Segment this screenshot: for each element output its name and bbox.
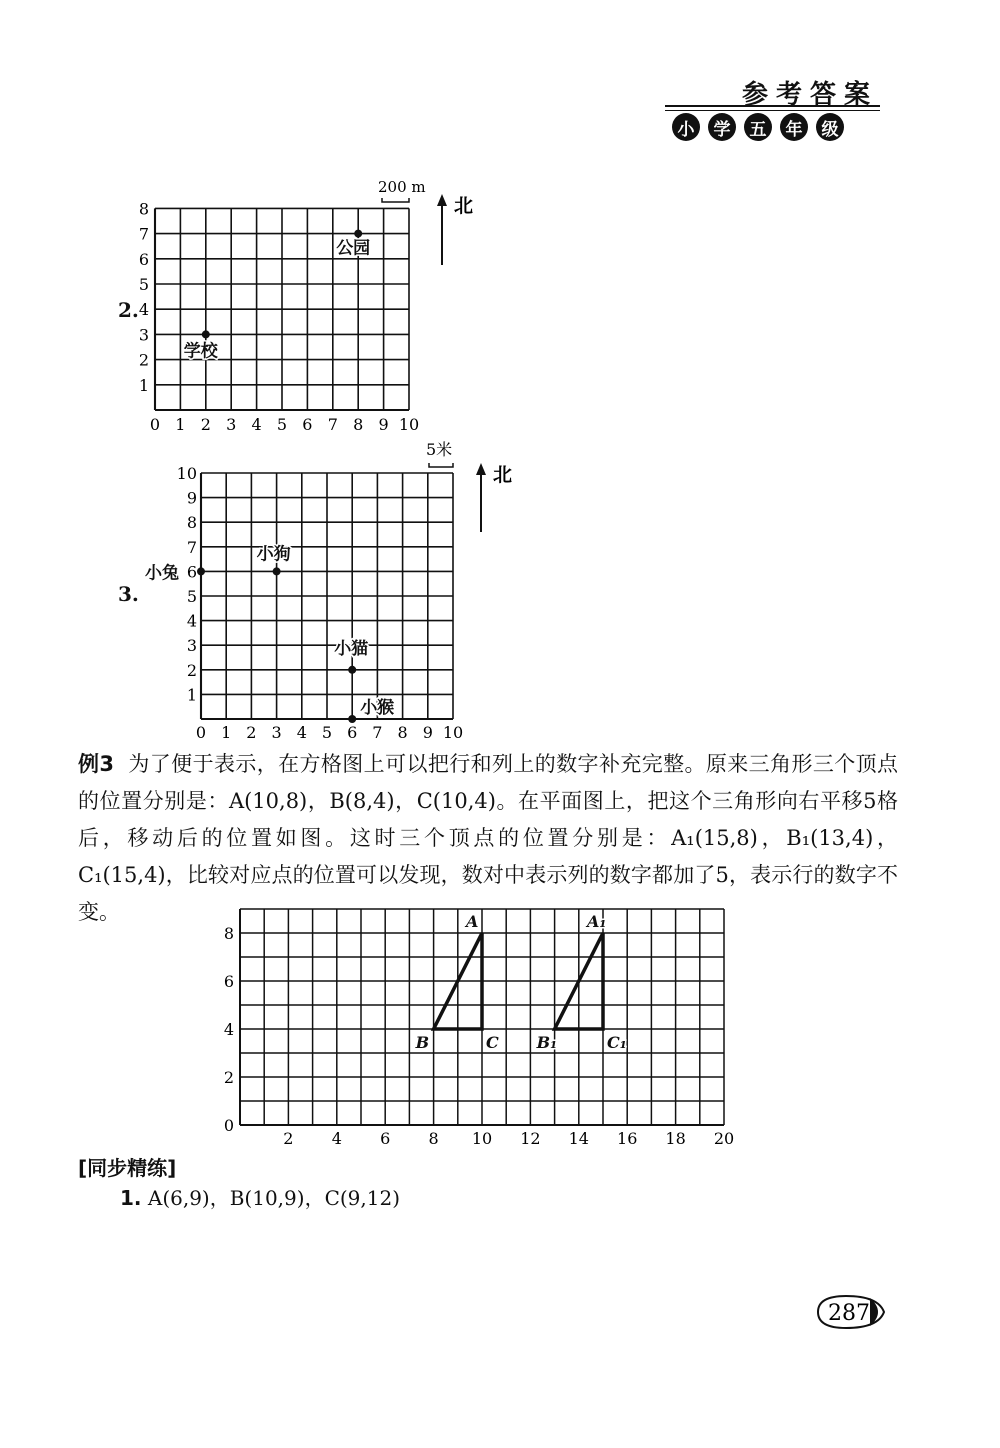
q2-x-tick-label: 8	[353, 415, 364, 434]
triangle-translated-label-b: B₁	[536, 1033, 558, 1052]
q3-point-label: 小兔	[145, 563, 179, 584]
ex-x-tick-label: 8	[428, 1129, 439, 1148]
q3-point-label: 小猫	[334, 638, 369, 659]
q2-grid	[139, 199, 419, 434]
q2-grid-figure	[130, 170, 490, 440]
ex-x-tick-label: 18	[665, 1129, 686, 1148]
q2-x-tick-label: 0	[149, 415, 161, 434]
practice-item-text: A(6,9)，B(10,9)，C(9,12)	[147, 1186, 401, 1210]
triangle-translated-label-a: A₁	[587, 912, 607, 931]
triangle-translated-label-c: C₁	[607, 1033, 627, 1052]
q2-x-tick-label: 2	[200, 415, 211, 434]
example-label: 例3	[78, 752, 115, 776]
q3-point-marker	[348, 666, 356, 674]
header-rule-thin	[665, 110, 880, 111]
q3-point-marker	[348, 715, 356, 723]
q2-scale-label: 200 m	[378, 178, 426, 196]
ex-y-tick-label: 2	[223, 1068, 234, 1087]
q2-x-tick-label: 10	[398, 415, 420, 434]
q3-point-marker	[197, 567, 205, 575]
q2-point-marker	[354, 230, 362, 238]
q3-y-tick-label: 3	[186, 636, 197, 656]
ex-x-tick-label: 16	[617, 1129, 638, 1148]
q3-x-tick-label: 2	[246, 723, 257, 742]
q2-x-tick-label: 9	[378, 415, 389, 434]
q3-scale-bracket	[429, 463, 453, 467]
q3-y-tick-label: 7	[186, 537, 197, 557]
practice-item-number: 1.	[120, 1186, 142, 1210]
grade-badge: 小	[672, 113, 700, 141]
example-grid-figure	[215, 900, 755, 1150]
q3-y-tick-label: 4	[186, 611, 197, 631]
q2-y-tick-label: 4	[138, 300, 149, 320]
header-title: 参考答案	[741, 80, 878, 110]
q2-north-arrowhead	[437, 194, 447, 206]
grade-badge: 五	[744, 113, 772, 141]
example-text: 为了便于表示，在方格图上可以把行和列上的数字补充完整。原来三角形三个顶点的位置分别是：A(10,8)，B(8,4)，C(10,4)。在平面图上，把这个三角形向右平移5格后，移动后的位置如图。这时三个顶点的位置分别是：A₁(15,8)，B₁(13,4)，C₁(15,4)，比较对应点的位置可以发现，数对中表示列的数字都加了5，表示行的数字不变。	[78, 752, 898, 924]
q2-x-tick-label: 7	[327, 415, 338, 434]
grade-badge: 年	[780, 113, 808, 141]
q2-x-tick-label: 3	[226, 415, 237, 434]
q3-x-tick-label: 3	[271, 723, 282, 742]
q3-y-tick-label: 2	[186, 660, 197, 680]
practice-answer-1	[120, 1182, 400, 1211]
ex-x-tick-label: 4	[331, 1129, 342, 1148]
ex-x-tick-label: 14	[568, 1129, 589, 1148]
q2-y-tick-label: 7	[138, 224, 149, 244]
q3-y-tick-label: 6	[186, 562, 197, 582]
question-2-number: 2.	[118, 298, 139, 322]
q3-point-marker	[273, 567, 281, 575]
q2-y-tick-label: 2	[138, 350, 149, 370]
ex-x-tick-label: 2	[283, 1129, 294, 1148]
q3-x-tick-label: 10	[442, 723, 464, 742]
example-grid	[224, 909, 734, 1148]
ex-y-tick-label: 6	[223, 972, 234, 991]
page-number-badge	[808, 1290, 888, 1334]
q2-y-tick-label: 5	[138, 275, 149, 294]
q3-x-tick-label: 6	[347, 723, 358, 742]
triangle-original-label-a: A	[466, 912, 479, 931]
q3-point-label: 小猴	[360, 698, 395, 718]
q3-y-tick-label: 9	[186, 488, 197, 508]
ex-y-tick-label: 4	[223, 1020, 234, 1039]
grade-badges	[672, 113, 844, 141]
q3-y-tick-label: 1	[186, 685, 197, 705]
ex-y-tick-label: 0	[223, 1116, 234, 1135]
q3-x-tick-label: 5	[321, 723, 333, 742]
q3-x-tick-label: 1	[221, 723, 232, 742]
q3-x-tick-label: 9	[422, 723, 433, 742]
q2-y-tick-label: 6	[138, 249, 149, 269]
q2-point-label: 公园	[336, 238, 371, 259]
q2-scale-bracket	[382, 198, 409, 202]
q3-grid	[145, 464, 463, 742]
q2-y-tick-label: 3	[138, 325, 149, 345]
q2-y-tick-label: 8	[138, 199, 149, 219]
q2-x-tick-label: 1	[175, 415, 186, 434]
q2-north-label: 北	[454, 195, 474, 217]
ex-x-tick-label: 10	[471, 1129, 493, 1148]
q3-x-tick-label: 8	[397, 723, 408, 742]
q3-north-arrowhead	[476, 463, 486, 475]
q2-x-tick-label: 4	[251, 415, 262, 434]
q3-x-tick-label: 4	[296, 723, 307, 742]
practice-heading: [同步精练]	[78, 1156, 177, 1180]
q3-scale-label: 5米	[426, 440, 453, 459]
triangle-original-label-b: B	[415, 1033, 430, 1052]
q3-y-tick-label: 5	[186, 587, 197, 606]
q3-x-tick-label: 0	[195, 723, 207, 742]
q2-point-marker	[202, 330, 210, 338]
question-3-number: 3.	[118, 582, 139, 606]
page-number: 287	[828, 1301, 870, 1326]
ex-x-tick-label: 20	[713, 1129, 735, 1148]
ex-x-tick-label: 12	[520, 1129, 541, 1148]
q2-x-tick-label: 5	[276, 415, 288, 434]
q2-point-label: 学校	[183, 341, 218, 362]
q3-grid-figure	[140, 435, 540, 747]
ex-y-tick-label: 8	[223, 924, 234, 943]
grade-badge: 级	[816, 113, 844, 141]
triangle-original-label-c: C	[486, 1033, 499, 1052]
q3-point-label: 小狗	[256, 544, 291, 565]
q3-y-tick-label: 8	[186, 513, 197, 533]
q3-north-label: 北	[493, 464, 513, 486]
q2-x-tick-label: 6	[302, 415, 313, 434]
grade-badge: 学	[708, 113, 736, 141]
q3-x-tick-label: 7	[372, 723, 383, 742]
header-rule	[665, 105, 880, 107]
q3-y-tick-label: 10	[176, 464, 197, 483]
ex-x-tick-label: 6	[380, 1129, 391, 1148]
q2-y-tick-label: 1	[138, 375, 149, 395]
